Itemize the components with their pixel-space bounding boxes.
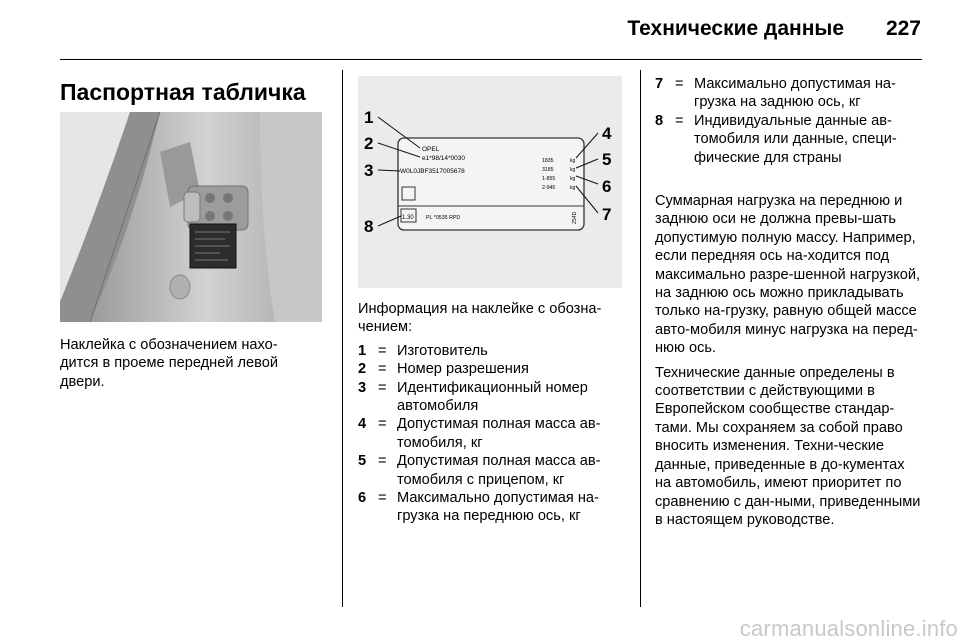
door-pillar-photo (60, 112, 322, 322)
legend-item: 5 = Допустимая полная масса ав-томобиля с прицепом, кг (358, 453, 601, 488)
plate-legend-list (358, 342, 622, 526)
plate-unit-4: kg (570, 185, 576, 191)
callout-1: 1 (364, 108, 374, 127)
legend-item: 4 = Допустимая полная масса ав-томобиля, кг (358, 416, 601, 451)
column-divider-left (342, 70, 343, 607)
plate-illustration (358, 76, 622, 288)
callout-7: 7 (602, 205, 612, 224)
legend-item: 1 = Изготовитель (358, 342, 488, 359)
plate-legend-continued (655, 75, 923, 167)
plate-legend-block: Информация на наклейке с обозна- чением: 1 = Изготовитель 2 = Номер разрешения 3 = Идентификационный номер автомобиля 4 = Допустимая полная масса ав-томобиля, кг 5 = Допустимая полная масса ав-томобиля с прицепом, кг 6 = Максимально допустимая на-грузка на переднюю ось, кг (358, 300, 622, 526)
legend-item: 6 = Максимально допустимая на-грузка на переднюю ось, кг (358, 490, 599, 525)
callout-5: 5 (602, 150, 612, 169)
plate-brand: OPEL (422, 146, 440, 153)
legend-item: 7 = Максимально допустимая на-грузка на заднюю ось, кг (655, 76, 896, 111)
header-rule (60, 59, 922, 60)
legend-item: 3 = Идентификационный номер автомобиля (358, 379, 588, 415)
plate-unit-1: kg (570, 158, 576, 164)
plate-mass-3: 1-855 (542, 176, 556, 182)
photo-caption: Наклейка с обозначением нахо- дится в проеме передней левой двери. (60, 337, 279, 390)
plate-legend-list-2 (655, 75, 923, 167)
header-title: Технические данные (627, 17, 844, 40)
identification-plate-diagram (358, 76, 622, 288)
plate-mass-2: 3185 (542, 167, 554, 173)
paragraph-axle-load: Суммарная нагрузка на переднюю и заднюю оси не должна превы-шать допустимую полную массу. Например, если передняя ось на-ходится под максимально разре-шенной нагрузкой, на заднюю ось можно прикладывать только на-грузку, равную общей массе авто-мобиля минус нагрузка на перед-нюю ось. (655, 193, 921, 357)
plate-engine-code: 1.30 (402, 215, 414, 221)
column-divider-right (640, 70, 641, 607)
page-number: 227 (885, 17, 921, 40)
callout-6: 6 (602, 177, 612, 196)
callout-2: 2 (364, 134, 374, 153)
legend-item: 8 = Индивидуальные данные ав-томобиля или данные, специ-фические для страны (655, 112, 897, 166)
plate-paint-code: PL *0535 RPD (426, 215, 461, 221)
plate-right-code: Z54D (572, 211, 578, 224)
plate-unit-2: kg (570, 167, 576, 173)
paragraph-technical-data: Технические данные определены в соответствии с действующими в Европейском сообществе стандар-тами. Мы сохраняем за собой право вносить изменения. Техни-ческие данные, приведенные в до-кументах на автомобиль, имеют приоритет по сравнению с дан-ными, приведенными в настоящем руководстве. (655, 364, 921, 528)
watermark: carmanualsonline.info (739, 616, 958, 641)
section-title: Паспортная табличка (60, 79, 306, 105)
door-pillar-illustration (60, 112, 322, 322)
plate-mass-1: 1835 (542, 158, 554, 164)
column-1 (60, 76, 324, 106)
page-header (60, 0, 922, 60)
callout-8: 8 (364, 217, 374, 236)
plate-vin: W0L0JBF3517005678 (400, 168, 465, 175)
axle-load-text (655, 192, 923, 535)
plate-mass-4: 2-945 (542, 185, 556, 191)
plate-approval: e1*98/14*0030 (422, 155, 466, 162)
legend-item: 2 = Номер разрешения (358, 361, 529, 378)
callout-4: 4 (602, 124, 612, 143)
plate-unit-3: kg (570, 176, 576, 182)
callout-3: 3 (364, 161, 374, 180)
